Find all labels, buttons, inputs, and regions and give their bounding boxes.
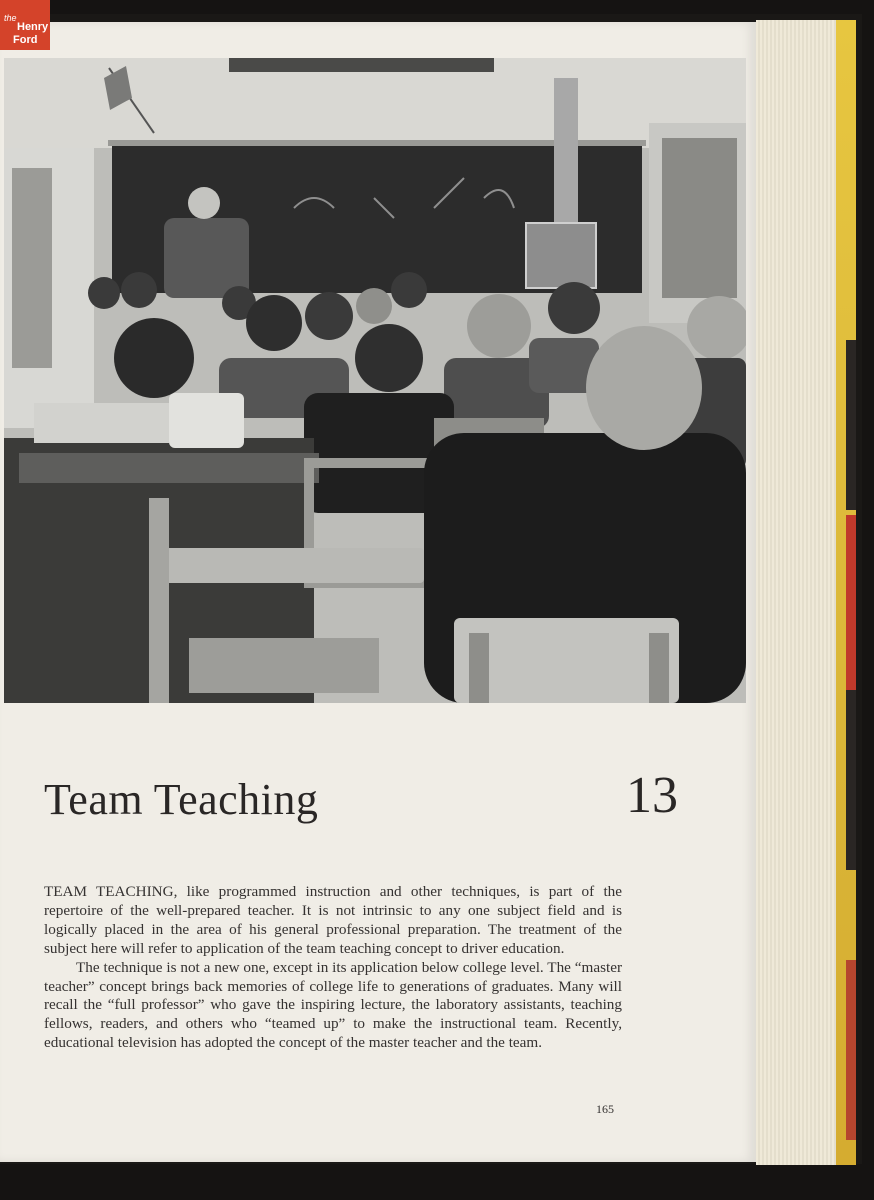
page-edges [756,20,837,1165]
cover-stripe-dark [846,340,856,510]
chapter-title: Team Teaching [44,775,319,824]
logo-ford: Ford [13,34,38,46]
classroom-photo [4,58,746,703]
page-number: 165 [596,1102,614,1116]
logo-the: the [4,13,17,23]
chapter-number: 13 [626,767,678,824]
classroom-illustration [4,58,746,703]
body-paragraph: The technique is not a new one, except in its application below college level. The “master teacher” concept brings back memories of college life to generations of graduates. Many will recall the “full professor” who gave the inspiring lecture, the laboratory assistants, teaching fellows, readers, and others who “teamed up” to make the instructional team. Recently, educational television has adopted the concept of the master teacher and the team. [44,958,622,1052]
cover-stripe-red-lower [846,960,856,1140]
book-page [0,22,756,1162]
chapter-body [44,883,622,1053]
cover-stripe-dark-lower [846,690,856,870]
body-paragraph: TEAM TEACHING, like programmed instruction and other techniques, is part of the repertoire of the well-prepared teacher. It is not intrinsic to any one subject field and is logically placed in the area of his general professional preparation. The treatment of the subject here will refer to application of the team teaching concept to driver education. [44,883,622,957]
henry-ford-logo [0,0,50,50]
logo-henry: Henry [17,21,49,33]
cover-stripe-red [846,515,856,690]
